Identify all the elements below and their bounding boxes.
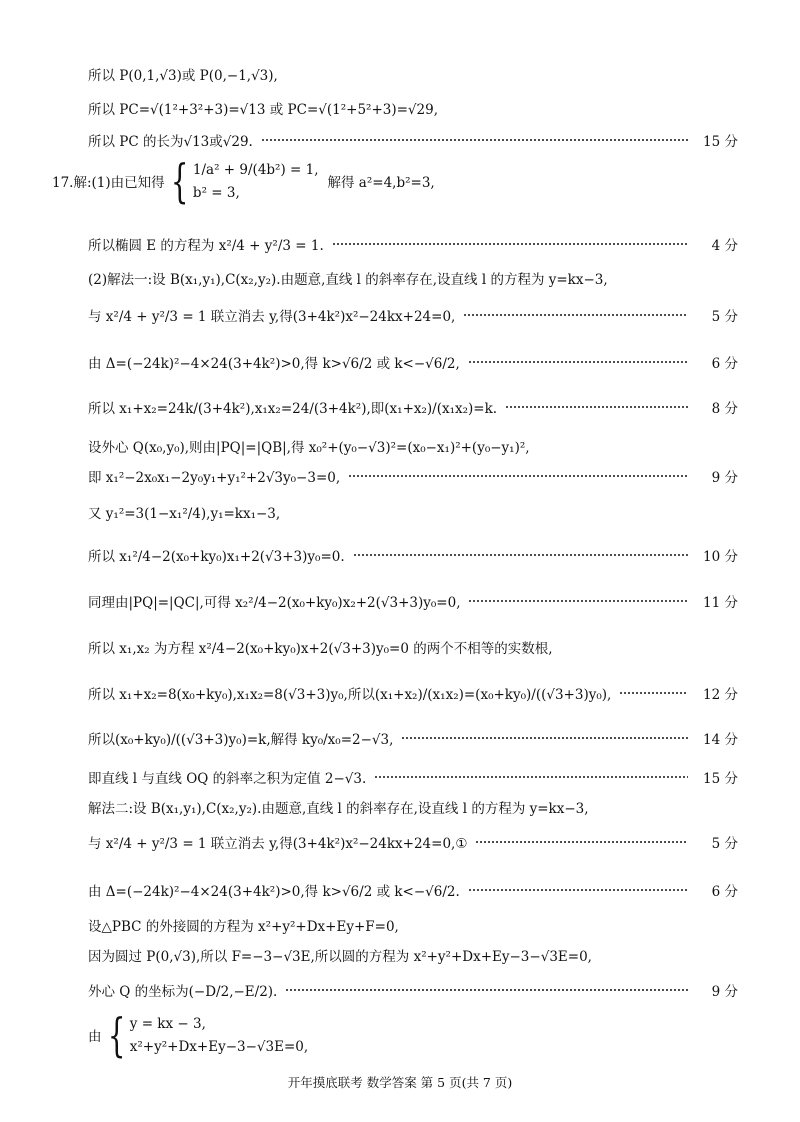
line-text: 即 x₁²−2x₀x₁−2y₀y₁+y₁²+2√3y₀−3=0,	[88, 470, 341, 486]
score-label: 11 分	[703, 595, 738, 611]
line-text: (2)解法一:设 B(x₁,y₁),C(x₂,y₂).由题意,直线 l 的斜率存在,设直线 l 的方程为 y=kx−3,	[88, 272, 608, 288]
line-16	[88, 683, 738, 703]
line-text: 因为圆过 P(0,√3),所以 F=−3−√3E,所以圆的方程为 x²+y²+Dx+Ey−3−√3E=0,	[88, 949, 592, 965]
score-label: 9 分	[711, 470, 738, 486]
line-text: 所以 P(0,1,√3)或 P(0,−1,√3),	[88, 68, 278, 84]
leader-dots	[261, 139, 688, 141]
brace-symbol: {	[170, 154, 189, 208]
leader-dots	[353, 554, 688, 556]
score-label: 14 分	[703, 732, 738, 748]
line-11	[88, 466, 738, 486]
leader-dots	[505, 406, 688, 408]
line-4-system	[52, 154, 738, 208]
line-13	[88, 545, 738, 565]
line-text: 所以 x₁,x₂ 为方程 x²/4−2(x₀+ky₀)x+2(√3+3)y₀=0 的两个不相等的实数根,	[88, 641, 553, 657]
line-10	[88, 436, 738, 456]
equation-system	[165, 154, 322, 208]
line-text: 所以(x₀+ky₀)/((√3+3)y₀)=k,解得 ky₀/x₀=2−√3,	[88, 732, 394, 748]
line-text: 即直线 l 与直线 OQ 的斜率之积为定值 2−√3.	[88, 771, 367, 787]
leader-dots	[463, 314, 688, 316]
line-text: 所以 x₁²/4−2(x₀+ky₀)x₁+2(√3+3)y₀=0.	[88, 549, 345, 565]
line-14	[88, 591, 738, 611]
line-text: 与 x²/4 + y²/3 = 1 联立消去 y,得(3+4k²)x²−24kx+24=0,①	[88, 836, 468, 852]
line-text: 所以 PC 的长为√13或√29.	[88, 134, 253, 150]
score-label: 15 分	[703, 771, 738, 787]
system-row: b² = 3,	[192, 184, 240, 201]
line-text: 又 y₁²=3(1−x₁²/4),y₁=kx₁−3,	[88, 506, 281, 522]
line-text-tail: 解得 a²=4,b²=3,	[327, 175, 435, 191]
system-row: 1/a² + 9/(4b²) = 1,	[192, 161, 319, 178]
line-12	[88, 502, 738, 522]
line-text: 17.解:(1)由已知得	[52, 175, 165, 191]
leader-dots	[332, 243, 688, 245]
line-23	[88, 945, 738, 965]
score-label: 10 分	[703, 549, 738, 565]
line-text: 所以椭圆 E 的方程为 x²/4 + y²/3 = 1.	[88, 238, 324, 254]
line-text: 解法二:设 B(x₁,y₁),C(x₂,y₂).由题意,直线 l 的斜率存在,设直线 l 的方程为 y=kx−3,	[88, 801, 589, 817]
line-24	[88, 980, 738, 1000]
line-text: 所以 PC=√(1²+3²+3)=√13 或 PC=√(1²+5²+3)=√29,	[88, 102, 438, 118]
line-19	[88, 797, 738, 817]
line-25-system	[88, 1008, 738, 1062]
line-text: 由	[88, 1029, 102, 1045]
line-text: 所以 x₁+x₂=8(x₀+ky₀),x₁x₂=8(√3+3)y₀,所以(x₁+x₂)/(x₁x₂)=(x₀+ky₀)/((√3+3)y₀),	[88, 687, 612, 703]
leader-dots	[619, 692, 688, 694]
line-3	[88, 130, 738, 150]
leader-dots	[468, 361, 688, 363]
score-label: 9 分	[711, 984, 738, 1000]
line-text: 设△PBC 的外接圆的方程为 x²+y²+Dx+Ey+F=0,	[88, 919, 399, 935]
line-20	[88, 832, 738, 852]
equation-system	[102, 1008, 312, 1062]
line-text: 设外心 Q(x₀,y₀),则由|PQ|=|QB|,得 x₀²+(y₀−√3)²=(x₀−x₁)²+(y₀−y₁)²,	[88, 440, 530, 456]
leader-dots	[401, 737, 688, 739]
leader-dots	[285, 989, 688, 991]
line-7	[88, 305, 738, 325]
score-label: 4 分	[711, 238, 738, 254]
score-label: 6 分	[711, 356, 738, 372]
line-6	[88, 268, 738, 288]
line-text: 由 Δ=(−24k)²−4×24(3+4k²)>0,得 k>√6/2 或 k<−√6/2,	[88, 356, 460, 372]
line-2	[88, 98, 738, 118]
line-21	[88, 880, 738, 900]
line-1	[88, 64, 738, 84]
line-22	[88, 915, 738, 935]
score-label: 5 分	[711, 836, 738, 852]
line-15	[88, 637, 738, 657]
system-row: x²+y²+Dx+Ey−3−√3E=0,	[129, 1038, 309, 1055]
score-label: 12 分	[703, 687, 738, 703]
score-label: 8 分	[711, 401, 738, 417]
line-text: 同理由|PQ|=|QC|,可得 x₂²/4−2(x₀+ky₀)x₂+2(√3+3)y₀=0,	[88, 595, 461, 611]
leader-dots	[468, 889, 688, 891]
score-label: 15 分	[703, 134, 738, 150]
page-footer: 开年摸底联考 数学答案 第 5 页(共 7 页)	[287, 1075, 513, 1090]
leader-dots	[374, 776, 688, 778]
line-9	[88, 397, 738, 417]
line-text: 所以 x₁+x₂=24k/(3+4k²),x₁x₂=24/(3+4k²),即(x₁+x₂)/(x₁x₂)=k.	[88, 401, 498, 417]
line-text: 与 x²/4 + y²/3 = 1 联立消去 y,得(3+4k²)x²−24kx+24=0,	[88, 309, 456, 325]
brace-symbol: {	[107, 1008, 125, 1062]
leader-dots	[348, 475, 688, 477]
leader-dots	[468, 600, 688, 602]
leader-dots	[475, 841, 688, 843]
score-label: 5 分	[711, 309, 738, 325]
system-row: y = kx − 3,	[129, 1015, 206, 1032]
line-5	[88, 234, 738, 254]
score-label: 6 分	[711, 884, 738, 900]
line-text: 外心 Q 的坐标为(−D/2,−E/2).	[88, 984, 278, 1000]
line-text: 由 Δ=(−24k)²−4×24(3+4k²)>0,得 k>√6/2 或 k<−√6/2.	[88, 884, 460, 900]
line-8	[88, 352, 738, 372]
line-18	[88, 767, 738, 787]
line-17	[88, 728, 738, 748]
